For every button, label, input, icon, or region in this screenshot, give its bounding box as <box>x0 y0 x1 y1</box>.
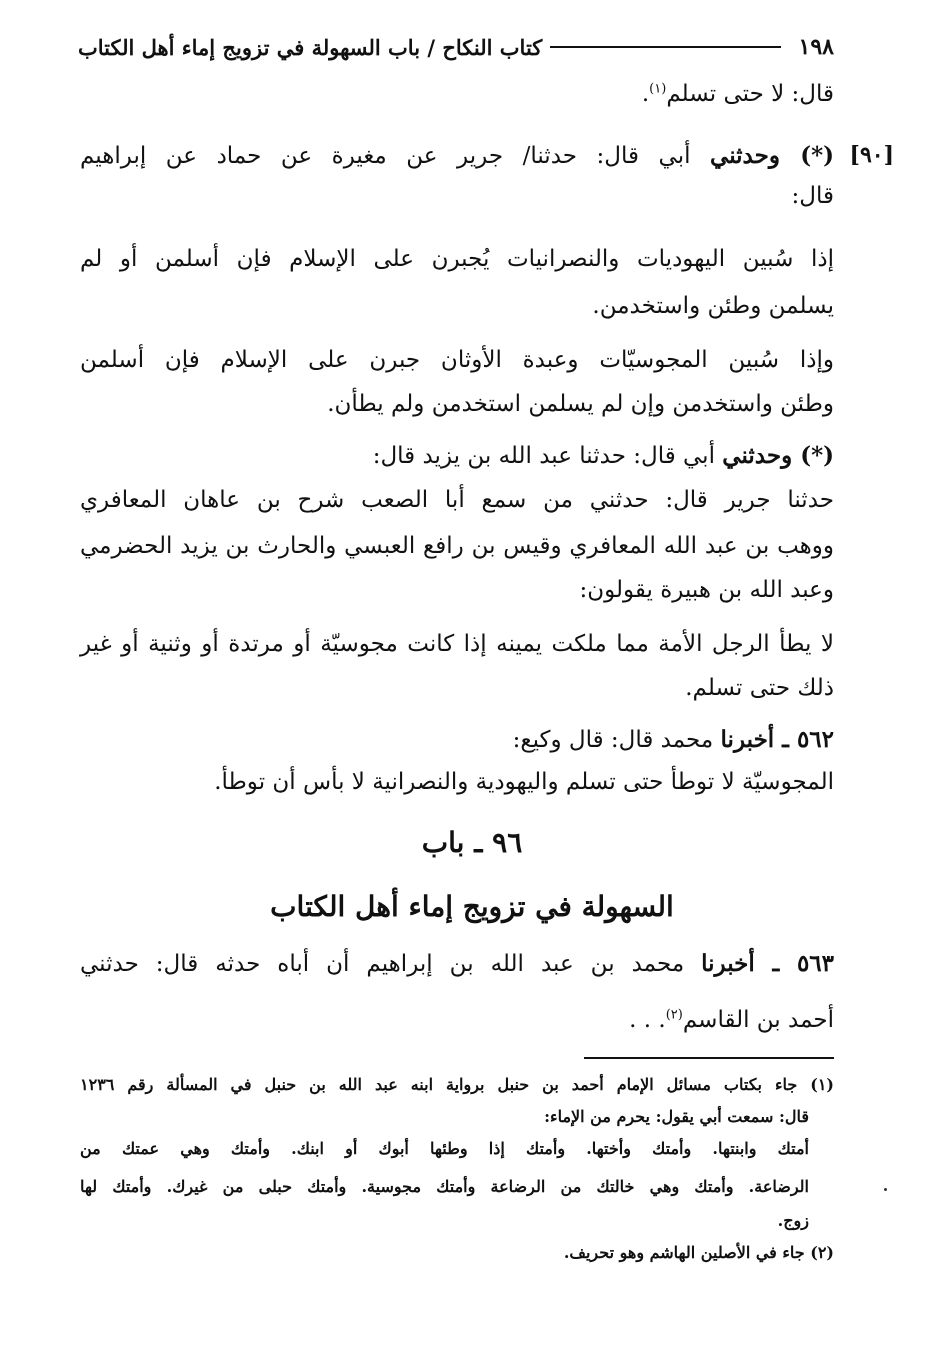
text-line-16 <box>80 948 834 980</box>
text-line-13: ذلك حتى تسلم. <box>685 675 834 701</box>
line-16-rest: محمد بن عبد الله بن إبراهيم أن أباه حدثه قال: حدثني <box>80 951 702 977</box>
line-1-text: قال: لا حتى تسلم <box>666 81 834 107</box>
line-17-end: . . . <box>629 1007 666 1033</box>
text-line-2 <box>80 140 834 172</box>
footnote-2: (٢) جاء في الأصلين الهاشم وهو تحريف. <box>563 1243 834 1262</box>
line-17-text: أحمد بن القاسم <box>682 1007 834 1033</box>
footnote-1-line-1: (١) جاء بكتاب مسائل الإمام أحمد بن حنبل برواية ابنه عبد الله بن حنبل في المسألة رقم ١٢٣٦ <box>80 1075 834 1094</box>
text-line-7: وطئن واستخدمن وإن لم يسلمن استخدمن ولم يطأن. <box>327 391 834 417</box>
chapter-number: ٩٦ ـ باب <box>421 826 523 859</box>
text-line-1 <box>80 78 834 110</box>
line-2-rest: أبي قال: حدثنا/ جرير عن مغيرة عن حماد عن إبراهيم <box>80 143 711 169</box>
header-rule <box>550 46 780 48</box>
page-number: ١٩٨ <box>798 34 834 60</box>
text-line-8 <box>80 440 834 472</box>
running-title: كتاب النكاح / باب السهولة في تزويج إماء أهل الكتاب <box>78 34 543 60</box>
footnote-1-line-4: الرضاعة. وأمتك وهي خالتك من الرضاعة وأمتك مجوسية. وأمتك حبلى من غيرك. وأمتك لها <box>80 1177 809 1196</box>
text-line-11: وعبد الله بن هبيرة يقولون: <box>579 577 834 603</box>
line-2-lead: (*) وحدثني <box>710 142 834 169</box>
text-line-5: يسلمن وطئن واستخدمن. <box>592 293 834 319</box>
line-8-rest: أبي قال: حدثنا عبد الله بن يزيد قال: <box>372 443 723 469</box>
text-line-14 <box>80 724 834 756</box>
footnote-1-line-5: زوج. <box>777 1211 809 1230</box>
footnote-ref-2: (٢) <box>665 1007 683 1023</box>
text-line-12: لا يطأ الرجل الأمة مما ملكت يمينه إذا كانت مجوسيّة أو مرتدة أو وثنية أو غير <box>80 631 834 657</box>
footnote-separator <box>584 1057 834 1059</box>
text-line-10: ووهب بن عبد الله المعافري وقيس بن رافع العبسي والحارث بن يزيد الحضرمي <box>80 533 834 559</box>
text-line-17 <box>80 1004 834 1036</box>
chapter-title: السهولة في تزويج إماء أهل الكتاب <box>270 890 674 923</box>
text-line-6: وإذا سُبين المجوسيّات وعبدة الأوثان جبرن على الإسلام فإن أسلمن <box>80 347 834 373</box>
line-16-lead: ٥٦٣ ـ أخبرنا <box>701 950 834 977</box>
footnote-ref-1: (١) <box>649 81 667 97</box>
line-14-lead: ٥٦٢ ـ أخبرنا <box>720 726 834 753</box>
running-header <box>78 30 834 64</box>
stray-mark <box>884 1188 887 1191</box>
line-1-end: . <box>641 81 650 107</box>
text-line-3: قال: <box>791 183 834 209</box>
manuscript-folio-number: [٩٠] <box>849 142 894 168</box>
line-8-lead: (*) وحدثني <box>722 442 834 469</box>
line-14-rest: محمد قال: قال وكيع: <box>512 727 721 753</box>
text-line-9: حدثنا جرير قال: حدثني من سمع أبا الصعب شرح بن عاهان المعافري <box>80 487 835 513</box>
footnote-1-line-3: أمتك وابنتها. وأمتك وأختها. وأمتك إذا وطئها أبوك أو ابنك. وأمتك وهي عمتك من <box>80 1139 809 1158</box>
text-line-15: المجوسيّة لا توطأ حتى تسلم واليهودية والنصرانية لا بأس أن توطأ. <box>214 769 834 795</box>
footnote-1-line-2: قال: سمعت أبي يقول: يحرم من الإماء: <box>544 1107 809 1126</box>
text-line-4: إذا سُبين اليهوديات والنصرانيات يُجبرن على الإسلام فإن أسلمن أو لم <box>80 246 834 272</box>
